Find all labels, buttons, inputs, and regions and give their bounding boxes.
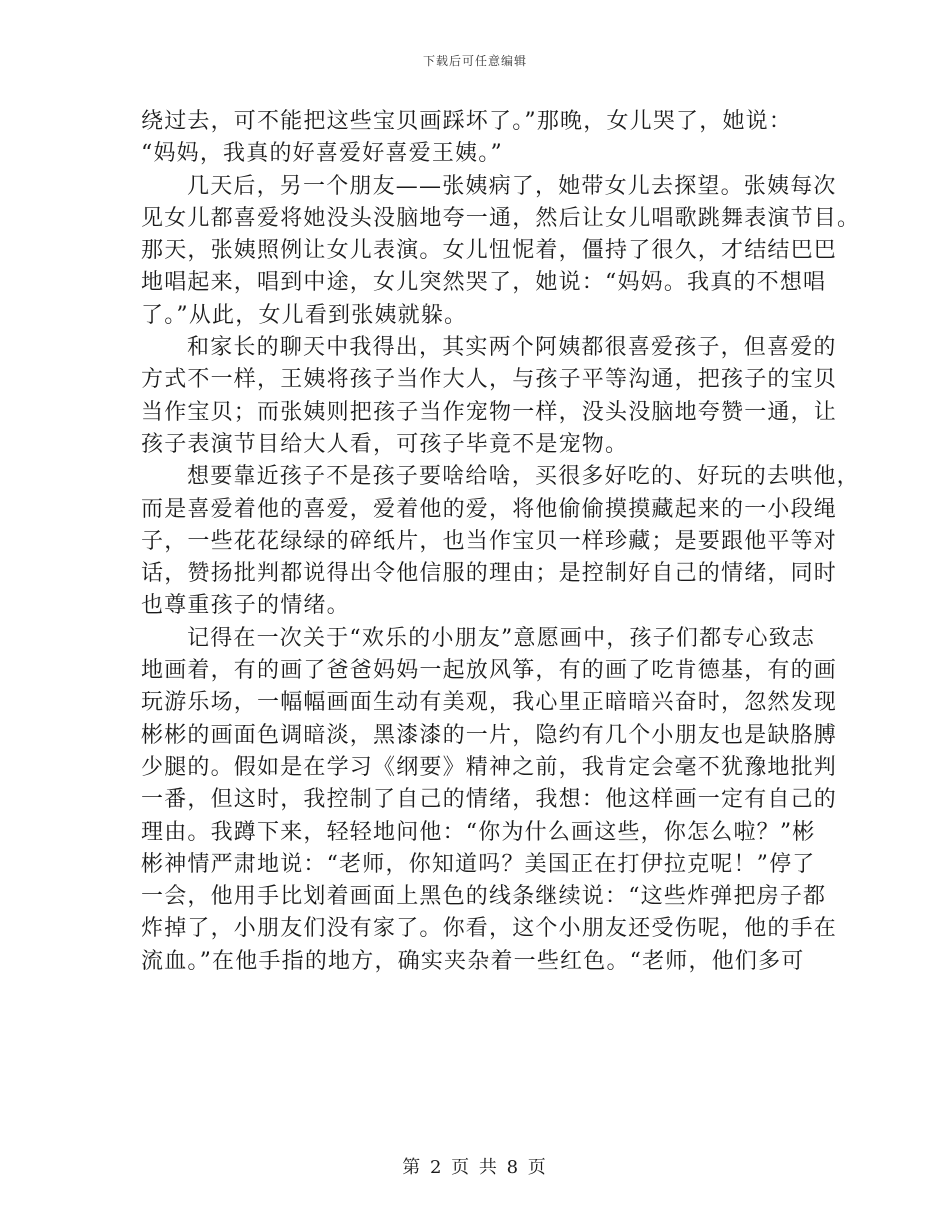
text-line: 那天，张姨照例让女儿表演。女儿忸怩着，僵持了很久，才结结巴巴	[141, 238, 838, 264]
document-body	[141, 106, 861, 978]
text-line: 见女儿都喜爱将她没头没脑地夸一通，然后让女儿唱歌跳舞表演节目。	[141, 205, 861, 231]
text-line: 也尊重孩子的情绪。	[141, 593, 350, 619]
text-line: “妈妈，我真的好喜爱好喜爱王姨。”	[141, 141, 503, 167]
text-line: 子，一些花花绿绿的碎纸片，也当作宝贝一样珍藏；是要跟他平等对	[141, 528, 838, 554]
text-line: 和家长的聊天中我得出，其实两个阿姨都很喜爱孩子，但喜爱的	[187, 335, 837, 361]
text-line: 彬神情严肃地说：“老师，你知道吗？美国正在打伊拉克呢！”停了	[141, 851, 816, 877]
text-line: 地画着，有的画了爸爸妈妈一起放风筝，有的画了吃肯德基，有的画	[141, 658, 838, 684]
text-line: 玩游乐场，一幅幅画面生动有美观，我心里正暗暗兴奋时，忽然发现	[141, 690, 838, 716]
text-line: 记得在一次关于“欢乐的小朋友”意愿画中，孩子们都专心致志	[187, 625, 816, 651]
text-line: 了。”从此，女儿看到张姨就躲。	[141, 302, 468, 328]
text-line: 地唱起来，唱到中途，女儿突然哭了，她说：“妈妈。我真的不想唱	[141, 270, 827, 296]
text-line: 想要靠近孩子不是孩子要啥给啥，买很多好吃的、好玩的去哄他，	[187, 464, 860, 490]
text-line: 话，赞扬批判都说得出令他信服的理由；是控制好自己的情绪，同时	[141, 561, 838, 587]
text-line: 孩子表演节目给大人看，可孩子毕竟不是宠物。	[141, 431, 629, 457]
text-line: 少腿的。假如是在学习《纲要》精神之前，我肯定会毫不犹豫地批判	[141, 754, 838, 780]
text-line: 而是喜爱着他的喜爱，爱着他的爱，将他偷偷摸摸藏起来的一小段绳	[141, 496, 838, 522]
text-line: 一会，他用手比划着画面上黑色的线条继续说：“这些炸弹把房子都	[141, 884, 827, 910]
text-line: 当作宝贝；而张姨则把孩子当作宠物一样，没头没脑地夸赞一通，让	[141, 399, 838, 425]
page-header-note: 下载后可任意编辑	[422, 54, 527, 68]
text-line: 几天后，另一个朋友——张姨病了，她带女儿去探望。张姨每次	[187, 173, 837, 199]
text-line: 流血。”在他手指的地方，确实夹杂着一些红色。“老师，他们多可	[141, 948, 805, 974]
text-line: 炸掉了，小朋友们没有家了。你看，这个小朋友还受伤呢，他的手在	[141, 916, 838, 942]
page-number-footer: 第 2 页 共 8 页	[402, 1157, 548, 1178]
text-line: 理由。我蹲下来，轻轻地问他：“你为什么画这些，你怎么啦？”彬	[141, 819, 816, 845]
text-line: 绕过去，可不能把这些宝贝画踩坏了。”那晚，女儿哭了，她说：	[141, 109, 793, 134]
text-line: 方式不一样，王姨将孩子当作大人，与孩子平等沟通，把孩子的宝贝	[141, 367, 838, 393]
text-line: 彬彬的画面色调暗淡，黑漆漆的一片，隐约有几个小朋友也是缺胳膊	[141, 722, 838, 748]
text-line: 一番，但这时，我控制了自己的情绪，我想：他这样画一定有自己的	[141, 787, 838, 813]
